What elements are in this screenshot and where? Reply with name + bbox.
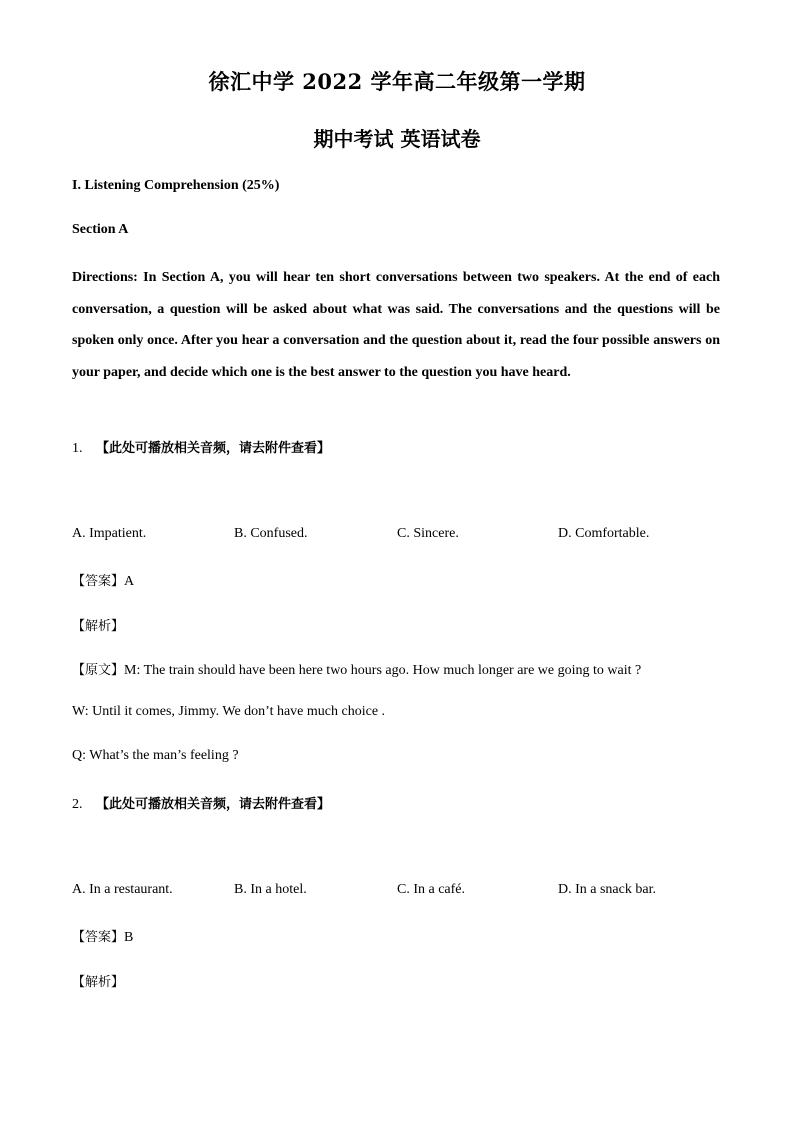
analysis-tag: 【解析】 (72, 619, 125, 634)
audio-placeholder[interactable]: 【此处可播放相关音频，请去附件查看】 (96, 797, 331, 812)
answer-tag: 【答案】 (72, 930, 125, 945)
question-number: 1. (72, 441, 83, 456)
answer-line (72, 570, 134, 590)
option-c: C. In a café. (397, 882, 466, 897)
option-b: B. Confused. (234, 526, 308, 541)
option-d: D. Comfortable. (558, 526, 650, 541)
section-heading: Section A (72, 222, 129, 237)
option-a: A. Impatient. (72, 526, 147, 541)
question-number: 2. (72, 797, 83, 812)
option-d: D. In a snack bar. (558, 882, 656, 897)
audio-placeholder[interactable]: 【此处可播放相关音频，请去附件查看】 (96, 441, 331, 456)
question-2-header (72, 793, 330, 813)
transcript-q: Q: What’s the man’s feeling ? (72, 748, 239, 763)
original-tag: 【原文】 (72, 663, 125, 678)
question-1-header (72, 437, 330, 457)
answer-value: B (124, 930, 134, 945)
analysis-line (72, 971, 124, 991)
answer-line (72, 926, 133, 946)
analysis-line (72, 615, 124, 635)
analysis-tag: 【解析】 (72, 975, 125, 990)
option-c: C. Sincere. (397, 526, 459, 541)
directions-paragraph: Directions: In Section A, you will hear ten short conversations between two speakers. At the end of each conversation, a question will be asked about what was said. The conversations and the questions will be spoken only once. After you hear a conversation and the question about it, read the four possible answers on your paper, and decide which one is the best answer to the question you have heard. (72, 270, 720, 380)
part-heading: I. Listening Comprehension (25%) (72, 178, 280, 193)
exam-title: 徐汇中学 2022 学年高二年级第一学期 (208, 69, 586, 94)
option-b: B. In a hotel. (234, 882, 307, 897)
transcript-w: W: Until it comes, Jimmy. We don’t have much choice . (72, 704, 386, 719)
answer-value: A (124, 574, 135, 589)
transcript-m-text: M: The train should have been here two hours ago. How much longer are we going to wait ? (124, 663, 642, 678)
answer-tag: 【答案】 (72, 574, 125, 589)
transcript-m (72, 659, 641, 679)
option-a: A. In a restaurant. (72, 882, 173, 897)
exam-subtitle: 期中考试 英语试卷 (313, 127, 481, 151)
